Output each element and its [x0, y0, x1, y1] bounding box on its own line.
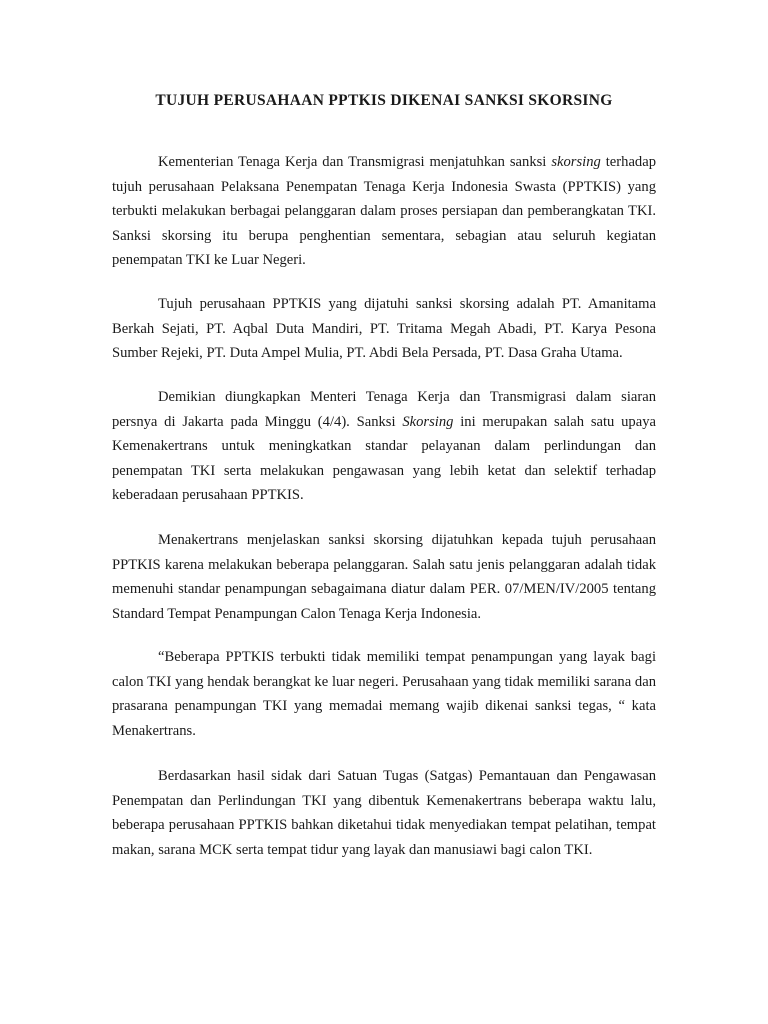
paragraph-4: Menakertrans menjelaskan sanksi skorsing dijatuhkan kepada tujuh perusahaan PPTKIS karena melakukan beberapa pelanggaran. Salah satu jenis pelanggaran adalah tidak memenuhi standar penampungan sebagaimana diatur dalam PER. 07/MEN/IV/2005 tentang Standard Tempat Penampungan Calon Tenaga Kerja Indonesia.	[112, 532, 656, 622]
paragraph-3	[112, 385, 656, 508]
paragraph-1	[112, 150, 656, 273]
document-title: TUJUH PERUSAHAAN PPTKIS DIKENAI SANKSI SKORSING	[155, 92, 613, 109]
paragraph-6: Berdasarkan hasil sidak dari Satuan Tugas (Satgas) Pemantauan dan Pengawasan Penempatan dan Perlindungan TKI yang dibentuk Kemenakertrans beberapa waktu lalu, beberapa perusahaan PPTKIS bahkan diketahui tidak menyediakan tempat pelatihan, tempat makan, sarana MCK serta tempat tidur yang layak dan manusiawi bagi calon TKI.	[112, 768, 656, 858]
paragraph-2: Tujuh perusahaan PPTKIS yang dijatuhi sanksi skorsing adalah PT. Amanitama Berkah Sejati, PT. Aqbal Duta Mandiri, PT. Tritama Megah Abadi, PT. Karya Pesona Sumber Rejeki, PT. Duta Ampel Mulia, PT. Abdi Bela Persada, PT. Dasa Graha Utama.	[112, 296, 656, 361]
paragraph-3-text-a: Demikian diungkapkan Menteri Tenaga Kerja dan Transmigrasi dalam siaran persnya di Jakarta pada Minggu (4/4). Sanksi	[112, 389, 656, 430]
paragraph-1-text-a: Kementerian Tenaga Kerja dan Transmigrasi menjatuhkan sanksi	[158, 154, 552, 170]
paragraph-3-text-b: ini merupakan salah satu upaya Kemenakertrans untuk meningkatkan standar pelayanan dalam perlindungan dan penempatan TKI serta melakukan pengawasan yang lebih ketat dan selektif terhadap keberadaan perusahaan PPTKIS.	[112, 413, 656, 503]
paragraph-5: “Beberapa PPTKIS terbukti tidak memiliki tempat penampungan yang layak bagi calon TKI yang hendak berangkat ke luar negeri. Perusahaan yang tidak memiliki sarana dan prasarana penampungan TKI yang memadai memang wajib dikenai sanksi tegas, “ kata Menakertrans.	[112, 649, 656, 739]
paragraph-1-italic: skorsing	[551, 154, 601, 170]
paragraph-3-italic: Skorsing	[402, 413, 454, 430]
paragraph-1-text-b: terhadap tujuh perusahaan Pelaksana Penempatan Tenaga Kerja Indonesia Swasta (PPTKIS) yang terbukti melakukan berbagai pelanggaran dalam proses persiapan dan pemberangkatan TKI. Sanksi skorsing itu berupa penghentian sementara, sebagian atau seluruh kegiatan penempatan TKI ke Luar Negeri.	[112, 154, 656, 268]
